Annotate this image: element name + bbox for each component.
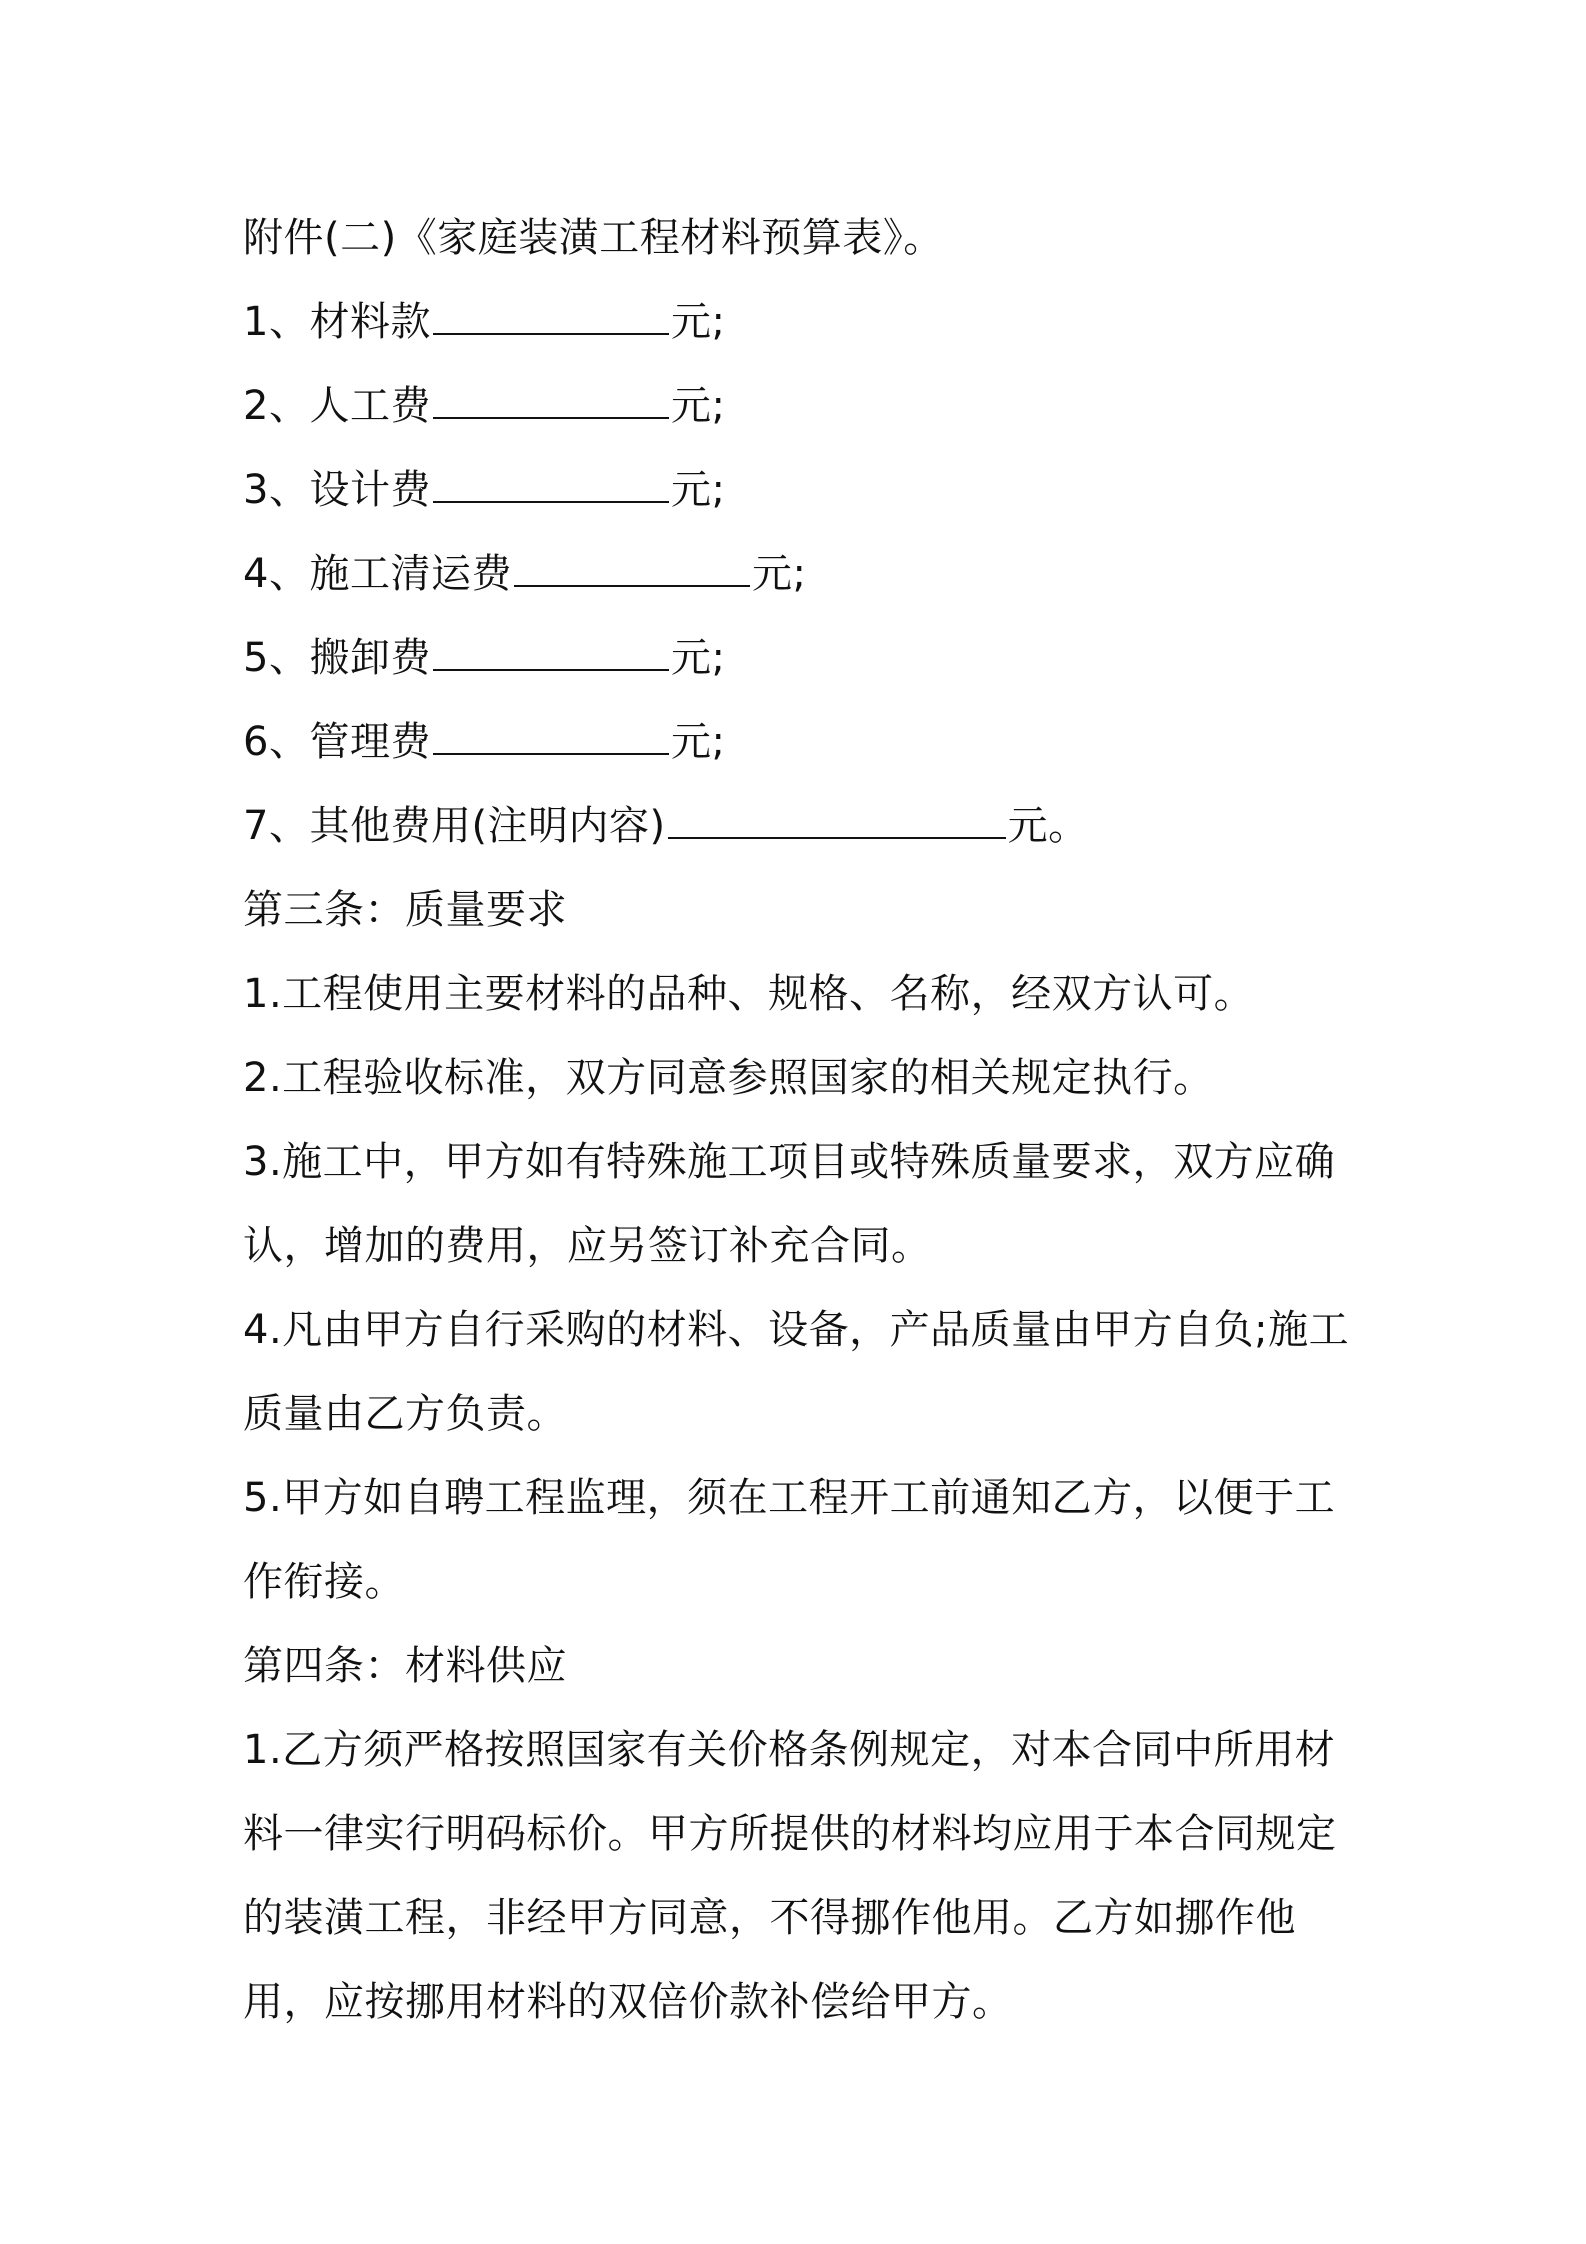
fill-in-blank <box>514 553 750 587</box>
budget-item-label: 7、其他费用(注明内容) <box>243 803 666 849</box>
budget-item-label: 4、施工清运费 <box>243 551 512 597</box>
fill-in-blank <box>433 469 669 503</box>
article-3-clause: 5.甲方如自聘工程监理，须在工程开工前通知乙方，以便于工作衔接。 <box>243 1475 1336 1605</box>
budget-item-label: 1、材料款 <box>243 299 431 345</box>
budget-item-label: 6、管理费 <box>243 719 431 765</box>
document-body <box>243 196 1353 2044</box>
attachment-title: 附件(二)《家庭装潢工程材料预算表》。 <box>243 215 944 261</box>
budget-item <box>243 532 1353 616</box>
budget-item-unit: 元; <box>670 383 726 429</box>
budget-item-unit: 元; <box>670 719 726 765</box>
budget-item <box>243 280 1353 364</box>
article-3-clause: 3.施工中，甲方如有特殊施工项目或特殊质量要求，双方应确认，增加的费用，应另签订补充合同。 <box>243 1139 1336 1269</box>
budget-item-label: 3、设计费 <box>243 467 431 513</box>
budget-item <box>243 784 1353 868</box>
fill-in-blank <box>433 637 669 671</box>
fill-in-blank <box>433 301 669 335</box>
budget-item-unit: 元; <box>670 299 726 345</box>
article-3-clause: 4.凡由甲方自行采购的材料、设备，产品质量由甲方自负;施工质量由乙方负责。 <box>243 1307 1350 1437</box>
budget-item-unit: 元; <box>670 635 726 681</box>
article-3-clause: 2.工程验收标准，双方同意参照国家的相关规定执行。 <box>243 1055 1214 1101</box>
article-3-heading: 第三条：质量要求 <box>243 887 567 933</box>
budget-item <box>243 364 1353 448</box>
fill-in-blank <box>433 385 669 419</box>
budget-item-label: 2、人工费 <box>243 383 431 429</box>
budget-item-label: 5、搬卸费 <box>243 635 431 681</box>
budget-item-unit: 元; <box>751 551 807 597</box>
budget-item <box>243 448 1353 532</box>
article-4-clause: 1.乙方须严格按照国家有关价格条例规定，对本合同中所用材料一律实行明码标价。甲方所提供的材料均应用于本合同规定的装潢工程，非经甲方同意，不得挪作他用。乙方如挪作他用，应按挪用材料的双倍价款补偿给甲方。 <box>243 1727 1337 2025</box>
budget-item-unit: 元。 <box>1007 803 1089 849</box>
fill-in-blank <box>668 805 1006 839</box>
budget-item-unit: 元; <box>670 467 726 513</box>
article-4-heading: 第四条：材料供应 <box>243 1643 567 1689</box>
fill-in-blank <box>433 721 669 755</box>
budget-item <box>243 616 1353 700</box>
budget-item <box>243 700 1353 784</box>
article-3-clause: 1.工程使用主要材料的品种、规格、名称，经双方认可。 <box>243 971 1255 1017</box>
